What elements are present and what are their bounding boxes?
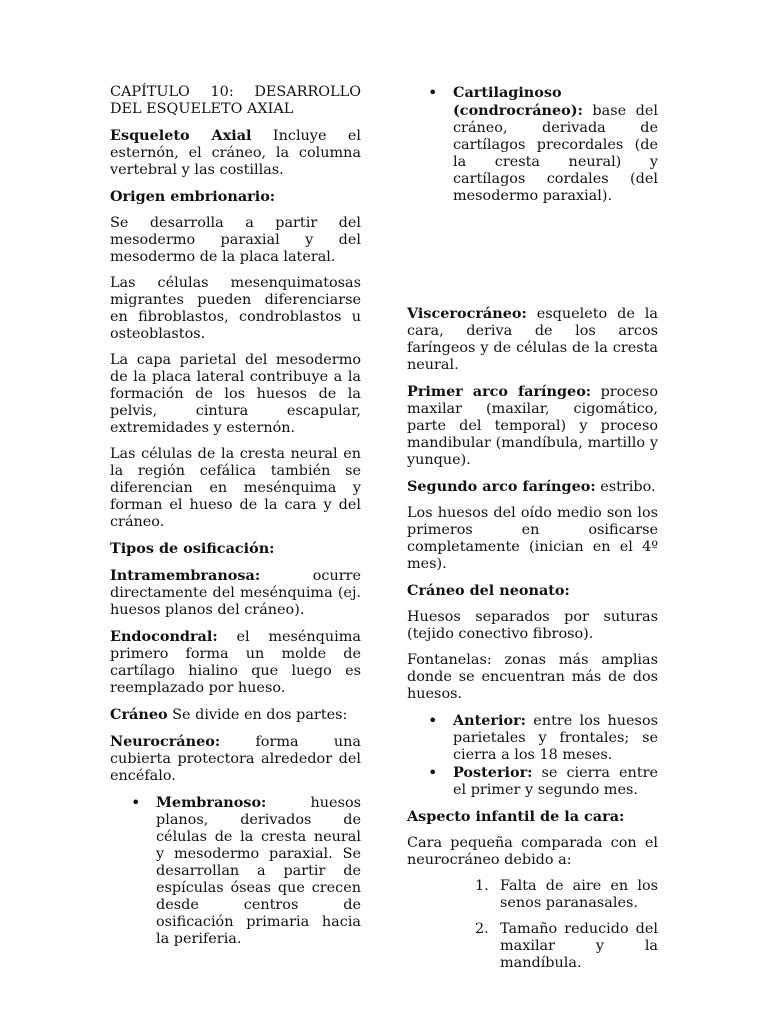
list-item	[407, 712, 658, 764]
paragraph-celulas-migrantes: Las células mesenquimatosas migrantes pueden diferenciarse en fibroblastos, condroblastos u osteoblastos.	[110, 275, 361, 342]
viscerocraneo-term: Viscerocráneo:	[407, 305, 527, 322]
axial-text: Incluye el esternón, el cráneo, la columna vertebral y las costillas.	[110, 128, 362, 178]
tipos-heading	[110, 540, 361, 558]
neurocraneo-text: forma una cubierta protectora alrededor del encéfalo.	[110, 734, 361, 784]
cara-paragraph: Cara pequeña comparada con el neurocráneo debido a:	[407, 835, 658, 868]
axial-term: Esqueleto Axial	[110, 127, 252, 144]
paragraph-cresta-neural: Las células de la cresta neural en la región cefálica también se diferencian en mesénquima y forman el hueso de la cara y del cráneo.	[110, 446, 361, 530]
craneo-paragraph	[110, 706, 361, 724]
segundo-arco-term: Segundo arco faríngeo:	[407, 478, 596, 495]
neonato-heading-text: Cráneo del neonato:	[407, 582, 570, 599]
cartilaginoso-text: base del cráneo, derivada de cartílagos precordales (de la cresta neural) y cartílagos cordales (del mesodermo paraxial).	[453, 103, 658, 204]
neurocraneo-term: Neurocráneo:	[110, 733, 221, 750]
right-column	[407, 84, 658, 981]
primer-arco-paragraph	[407, 383, 658, 469]
segundo-arco-text: estribo.	[595, 479, 656, 495]
aspecto-heading-text: Aspecto infantil de la cara:	[407, 808, 625, 825]
intramembranosa-paragraph	[110, 567, 361, 619]
posterior-term: Posterior:	[453, 764, 533, 781]
bullet-icon: •	[428, 763, 438, 782]
list-item	[407, 878, 658, 912]
bullet-icon: •	[428, 711, 438, 730]
intramembranosa-text: ocurre directamente del mesénquima (ej. huesos planos del cráneo).	[110, 568, 361, 618]
axial-paragraph	[110, 127, 361, 179]
primer-arco-term: Primer arco faríngeo:	[407, 383, 592, 400]
segundo-arco-paragraph	[407, 478, 658, 496]
fontanelas-list	[407, 712, 658, 799]
list-item	[407, 84, 658, 205]
paragraph-capa-parietal: La capa parietal del mesodermo de la placa lateral contribuye a la formación de los huesos de la pelvis, cintura escapular, extremidades y esternón.	[110, 352, 361, 436]
list-number: 2.	[475, 921, 489, 937]
list-item-text: Tamaño reducido del maxilar y la mandíbula.	[500, 921, 658, 971]
numbered-list	[407, 878, 658, 972]
viscerocraneo-paragraph	[407, 305, 658, 374]
left-column	[110, 84, 361, 957]
cartilaginoso-list	[407, 84, 658, 205]
paragraph-mesodermo: Se desarrolla a partir del mesodermo paraxial y del mesodermo de la placa lateral.	[110, 215, 361, 265]
posterior-text: se cierra entre el primer y segundo mes.	[453, 765, 658, 798]
membranoso-list	[110, 794, 361, 948]
list-item-text: Falta de aire en los senos paranasales.	[500, 878, 658, 911]
oido-paragraph: Los huesos del oído medio son los primeros en osificarse completamente (inician en el 4º mes).	[407, 505, 658, 572]
craneo-term: Cráneo	[110, 706, 168, 723]
craneo-text: Se divide en dos partes:	[167, 707, 348, 723]
list-number: 1.	[475, 878, 489, 894]
aspecto-heading	[407, 808, 658, 826]
fontanelas-paragraph: Fontanelas: zonas más amplias donde se encuentran más de dos huesos.	[407, 652, 658, 702]
bullet-icon: •	[131, 793, 141, 812]
list-item	[110, 794, 361, 948]
viscerocraneo-text: esqueleto de la cara, deriva de los arcos faríngeos y de células de la cresta neural.	[407, 306, 658, 373]
list-item	[407, 764, 658, 799]
intramembranosa-term: Intramembranosa:	[110, 567, 261, 584]
anterior-text: entre los huesos parietales y frontales; se cierra a los 18 meses.	[453, 713, 658, 763]
tipos-heading-text: Tipos de osificación:	[110, 540, 275, 557]
origen-heading-text: Origen embrionario:	[110, 188, 276, 205]
neurocraneo-paragraph	[110, 733, 361, 785]
bullet-icon: •	[428, 83, 438, 102]
neonato-heading	[407, 582, 658, 600]
list-item	[407, 921, 658, 972]
endocondral-term: Endocondral:	[110, 628, 218, 645]
primer-arco-text: proceso maxilar (maxilar, cigomático, parte del temporal) y proceso mandibular (mandíbula, martillo y yunque).	[407, 384, 658, 468]
endocondral-paragraph	[110, 628, 361, 697]
cartilaginoso-term: Cartilaginoso (condrocráneo):	[453, 84, 583, 119]
suturas-paragraph: Huesos separados por suturas (tejido conectivo fibroso).	[407, 609, 658, 642]
chapter-title: CAPÍTULO 10: DESARROLLO DEL ESQUELETO AXIAL	[110, 84, 361, 117]
origen-heading	[110, 188, 361, 206]
membranoso-text: huesos planos, derivados de células de la cresta neural y mesodermo paraxial. Se desarrollan a partir de espículas óseas que crecen desde centros de osificación primaria hacia la periferia.	[156, 795, 361, 947]
anterior-term: Anterior:	[453, 712, 526, 729]
membranoso-term: Membranoso:	[156, 794, 267, 811]
endocondral-text: el mesénquima primero forma un molde de cartílago hialino que luego es reemplazado por hueso.	[110, 629, 361, 696]
blank-space	[407, 214, 658, 305]
